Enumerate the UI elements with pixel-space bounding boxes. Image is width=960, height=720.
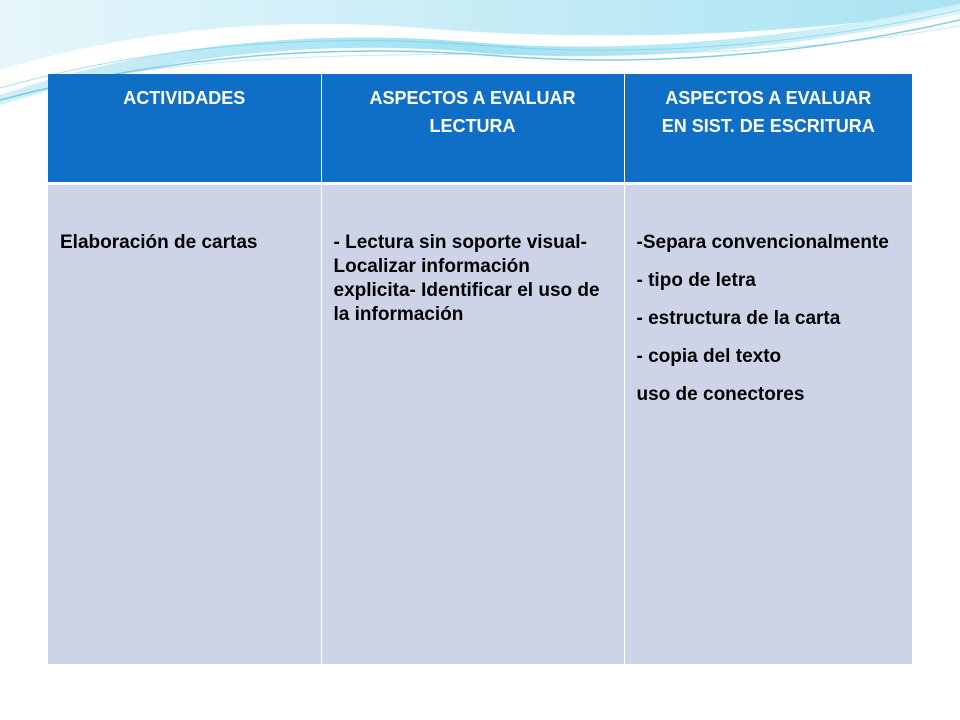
activity-text: Elaboración de cartas — [60, 231, 258, 253]
header-reading-line2: LECTURA — [429, 116, 516, 136]
cell-reading-aspects — [321, 183, 624, 664]
table-header-row — [48, 74, 912, 183]
cell-activity — [48, 183, 321, 664]
table-row — [48, 183, 912, 664]
writing-aspect-item: -Separa convencionalmente — [636, 231, 889, 253]
writing-aspect-item: uso de conectores — [636, 383, 805, 405]
writing-aspect-item: - copia del texto — [636, 345, 782, 367]
cell-writing-aspects — [624, 183, 912, 664]
header-reading-line1: ASPECTOS A EVALUAR — [369, 88, 576, 108]
header-reading-aspects — [321, 74, 624, 183]
header-writing-line2: EN SIST. DE ESCRITURA — [661, 116, 875, 136]
header-writing-aspects — [624, 74, 912, 183]
writing-aspect-item: - estructura de la carta — [636, 307, 841, 329]
header-activities — [48, 74, 321, 183]
writing-aspect-item: - tipo de letra — [636, 269, 756, 291]
evaluation-table — [48, 74, 912, 664]
reading-aspects-text: - Lectura sin soporte visual- Localizar información explicita- Identificar el uso de la información — [333, 231, 600, 325]
header-writing-line1: ASPECTOS A EVALUAR — [665, 88, 872, 108]
header-activities-label: ACTIVIDADES — [123, 88, 246, 108]
